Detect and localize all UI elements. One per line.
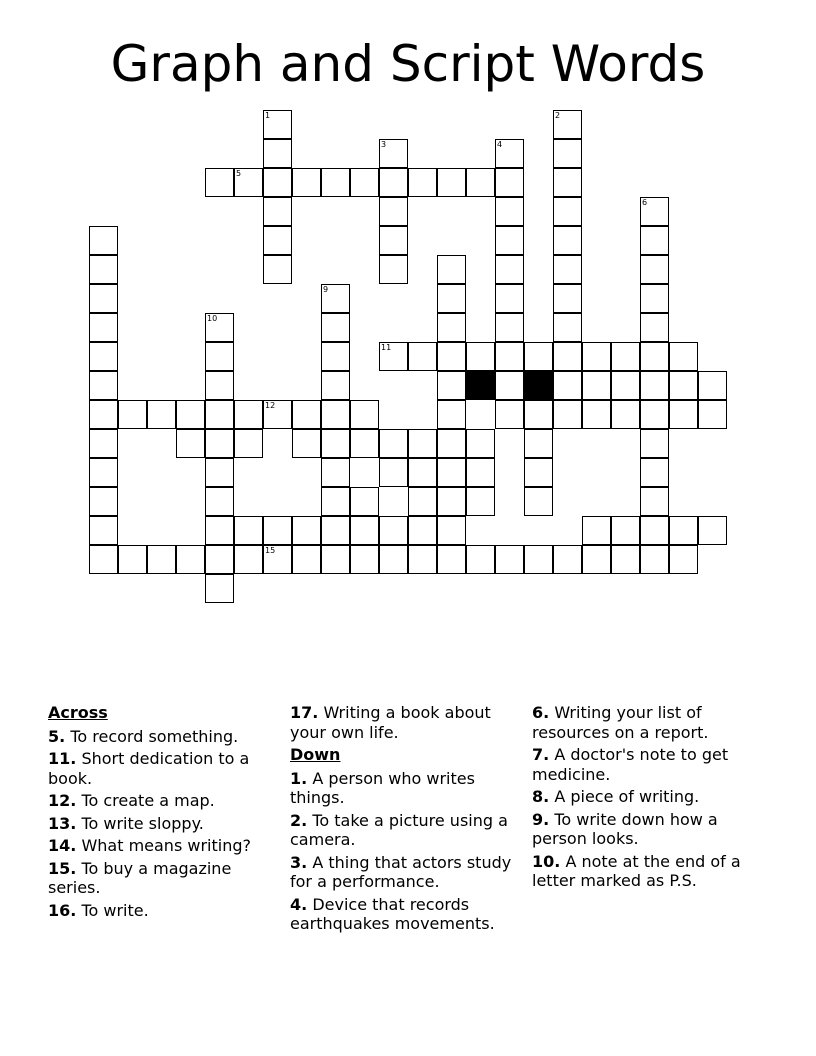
grid-cell[interactable] xyxy=(321,458,350,487)
grid-cell[interactable] xyxy=(495,197,524,226)
grid-cell[interactable] xyxy=(553,342,582,371)
grid-cell[interactable] xyxy=(118,400,147,429)
grid-cell[interactable] xyxy=(263,139,292,168)
cell-number: 15 xyxy=(265,546,276,555)
grid-cell[interactable] xyxy=(611,342,640,371)
grid-cell[interactable] xyxy=(640,545,669,574)
puzzle-title: Graph and Script Words xyxy=(110,35,706,93)
grid-cell[interactable] xyxy=(292,516,321,545)
grid-cell[interactable] xyxy=(379,545,408,574)
grid-cell[interactable] xyxy=(466,458,495,487)
grid-cell[interactable] xyxy=(437,400,466,429)
grid-cell[interactable] xyxy=(205,458,234,487)
grid-cell[interactable] xyxy=(89,458,118,487)
cell-number: 3 xyxy=(381,140,387,149)
grid-cell[interactable] xyxy=(263,226,292,255)
grid-cell[interactable] xyxy=(292,429,321,458)
grid-cell[interactable] xyxy=(553,284,582,313)
grid-cell[interactable] xyxy=(408,168,437,197)
cell-number: 4 xyxy=(497,140,503,149)
grid-cell[interactable] xyxy=(582,342,611,371)
grid-cell[interactable] xyxy=(495,168,524,197)
grid-cell[interactable] xyxy=(321,313,350,342)
clue-across-15[interactable]: 15. To buy a magazine series. xyxy=(48,858,232,897)
grid-cell[interactable] xyxy=(205,400,234,429)
cell-number: 10 xyxy=(207,314,218,323)
cell-number: 1 xyxy=(265,111,271,120)
grid-cell[interactable] xyxy=(89,516,118,545)
clue-down-7[interactable]: 7. A doctor's note to get medicine. xyxy=(532,745,729,784)
grid-cell[interactable] xyxy=(640,313,669,342)
grid-cell[interactable] xyxy=(379,516,408,545)
grid-cell[interactable] xyxy=(669,342,698,371)
grid-cell[interactable] xyxy=(466,429,495,458)
grid-cell[interactable] xyxy=(292,168,321,197)
cell-number: 2 xyxy=(555,111,561,120)
grid-cell[interactable] xyxy=(553,371,582,400)
grid-cell[interactable] xyxy=(89,342,118,371)
clue-down-1[interactable]: 1. A person who writes things. xyxy=(290,768,475,807)
grid-cell[interactable] xyxy=(553,226,582,255)
grid-cell[interactable] xyxy=(640,197,669,226)
clue-across-16[interactable]: 16. To write. xyxy=(48,900,149,920)
grid-cell[interactable] xyxy=(466,487,495,516)
grid-cell[interactable] xyxy=(553,400,582,429)
grid-cell[interactable] xyxy=(234,516,263,545)
grid-cell[interactable] xyxy=(640,400,669,429)
grid-cell[interactable] xyxy=(89,487,118,516)
grid-cell[interactable] xyxy=(263,197,292,226)
grid-cell[interactable] xyxy=(437,429,466,458)
grid-cell[interactable] xyxy=(263,516,292,545)
grid-cell[interactable] xyxy=(234,429,263,458)
grid-cell[interactable] xyxy=(176,400,205,429)
grid-cell[interactable] xyxy=(437,342,466,371)
clue-column-3 xyxy=(532,703,768,894)
clue-across-12[interactable]: 12. To create a map. xyxy=(48,791,215,810)
grid-cell[interactable] xyxy=(553,313,582,342)
clue-down-10[interactable]: 10. A note at the end of a letter marked as P.S. xyxy=(532,851,741,890)
grid-cell[interactable] xyxy=(524,487,553,516)
clue-down-4[interactable]: 4. Device that records earthquakes movements. xyxy=(290,894,495,933)
grid-cell[interactable] xyxy=(321,487,350,516)
grid-cell[interactable] xyxy=(495,284,524,313)
clue-column-2 xyxy=(290,703,526,937)
grid-cell[interactable] xyxy=(205,168,234,197)
grid-cell[interactable] xyxy=(205,545,234,574)
grid-cell[interactable] xyxy=(379,139,408,168)
grid-cell[interactable] xyxy=(524,545,553,574)
grid-cell[interactable] xyxy=(350,545,379,574)
grid-cell[interactable] xyxy=(611,545,640,574)
grid-cell[interactable] xyxy=(698,371,727,400)
clue-down-8[interactable]: 8. A piece of writing. xyxy=(532,787,700,806)
grid-cell[interactable] xyxy=(205,574,234,603)
grid-cell[interactable] xyxy=(89,255,118,284)
grid-cell[interactable] xyxy=(379,429,408,458)
grid-cell[interactable] xyxy=(524,400,553,429)
grid-cell[interactable] xyxy=(640,226,669,255)
grid-cell[interactable] xyxy=(205,516,234,545)
grid-cell[interactable] xyxy=(205,342,234,371)
grid-cell[interactable] xyxy=(437,313,466,342)
grid-cell[interactable] xyxy=(466,168,495,197)
grid-cell[interactable] xyxy=(379,226,408,255)
grid-cell[interactable] xyxy=(669,371,698,400)
grid-cell[interactable] xyxy=(234,168,263,197)
across-heading: Across xyxy=(48,703,108,722)
grid-cell[interactable] xyxy=(89,226,118,255)
grid-cell[interactable] xyxy=(437,371,466,400)
grid-cell[interactable] xyxy=(408,342,437,371)
grid-cell[interactable] xyxy=(205,487,234,516)
grid-cell[interactable] xyxy=(495,400,524,429)
grid-cell[interactable] xyxy=(437,487,466,516)
clue-down-3[interactable]: 3. A thing that actors study for a performance. xyxy=(290,852,512,891)
grid-cell[interactable] xyxy=(553,110,582,139)
down-heading: Down xyxy=(290,745,341,764)
grid-cell[interactable] xyxy=(611,516,640,545)
grid-cell[interactable] xyxy=(640,284,669,313)
grid-cell[interactable] xyxy=(524,458,553,487)
grid-cell[interactable] xyxy=(553,255,582,284)
grid-block xyxy=(524,371,553,400)
grid-cell[interactable] xyxy=(640,342,669,371)
grid-cell[interactable] xyxy=(350,429,379,458)
grid-cell[interactable] xyxy=(437,255,466,284)
grid-cell[interactable] xyxy=(89,545,118,574)
cell-number: 9 xyxy=(323,285,329,294)
grid-cell[interactable] xyxy=(553,139,582,168)
grid-cell[interactable] xyxy=(350,168,379,197)
grid-cell[interactable] xyxy=(118,545,147,574)
grid-cell[interactable] xyxy=(263,110,292,139)
grid-cell[interactable] xyxy=(495,313,524,342)
grid-cell[interactable] xyxy=(147,545,176,574)
grid-block xyxy=(466,371,495,400)
grid-cell[interactable] xyxy=(495,255,524,284)
grid-cell[interactable] xyxy=(437,516,466,545)
grid-cell[interactable] xyxy=(495,226,524,255)
grid-cell[interactable] xyxy=(495,371,524,400)
grid-cell[interactable] xyxy=(379,197,408,226)
grid-cell[interactable] xyxy=(379,255,408,284)
cell-number: 6 xyxy=(642,198,648,207)
grid-cell[interactable] xyxy=(147,400,176,429)
grid-cell[interactable] xyxy=(321,516,350,545)
grid-cell[interactable] xyxy=(582,516,611,545)
clue-down-2[interactable]: 2. To take a picture using a camera. xyxy=(290,810,508,849)
clue-down-9[interactable]: 9. To write down how a person looks. xyxy=(532,809,718,848)
grid-cell[interactable] xyxy=(321,168,350,197)
grid-cell[interactable] xyxy=(524,342,553,371)
grid-cell[interactable] xyxy=(611,371,640,400)
grid-cell[interactable] xyxy=(669,516,698,545)
grid-cell[interactable] xyxy=(698,400,727,429)
clue-across-14[interactable]: 14. What means writing? xyxy=(48,836,251,855)
grid-cell[interactable] xyxy=(582,371,611,400)
grid-cell[interactable] xyxy=(582,545,611,574)
grid-cell[interactable] xyxy=(205,371,234,400)
grid-cell[interactable] xyxy=(89,429,118,458)
grid-cell[interactable] xyxy=(321,429,350,458)
grid-cell[interactable] xyxy=(408,429,437,458)
grid-cell[interactable] xyxy=(263,255,292,284)
grid-cell[interactable] xyxy=(640,371,669,400)
grid-cell[interactable] xyxy=(263,545,292,574)
grid-cell[interactable] xyxy=(582,400,611,429)
grid-cell[interactable] xyxy=(321,400,350,429)
cell-number: 12 xyxy=(265,401,276,410)
grid-cell[interactable] xyxy=(408,458,437,487)
grid-cell[interactable] xyxy=(89,400,118,429)
grid-cell[interactable] xyxy=(669,545,698,574)
grid-cell[interactable] xyxy=(640,516,669,545)
cell-number: 5 xyxy=(236,169,242,178)
grid-cell[interactable] xyxy=(234,545,263,574)
grid-cell[interactable] xyxy=(89,313,118,342)
grid-cell[interactable] xyxy=(292,545,321,574)
grid-cell[interactable] xyxy=(466,545,495,574)
grid-cell[interactable] xyxy=(350,516,379,545)
grid-cell[interactable] xyxy=(408,516,437,545)
grid-cell[interactable] xyxy=(553,168,582,197)
grid-cell[interactable] xyxy=(495,342,524,371)
grid-cell[interactable] xyxy=(437,545,466,574)
grid-cell[interactable] xyxy=(379,458,408,487)
grid-cell[interactable] xyxy=(321,371,350,400)
grid-cell[interactable] xyxy=(321,342,350,371)
grid-cell[interactable] xyxy=(379,342,408,371)
grid-cell[interactable] xyxy=(89,371,118,400)
grid-cell[interactable] xyxy=(495,139,524,168)
grid-cell[interactable] xyxy=(611,400,640,429)
grid-cell[interactable] xyxy=(437,458,466,487)
grid-cell[interactable] xyxy=(640,458,669,487)
grid-cell[interactable] xyxy=(205,429,234,458)
grid-cell[interactable] xyxy=(408,545,437,574)
grid-cell[interactable] xyxy=(263,168,292,197)
grid-cell[interactable] xyxy=(640,429,669,458)
clue-down-6[interactable]: 6. Writing your list of resources on a report. xyxy=(532,703,709,742)
grid-cell[interactable] xyxy=(321,545,350,574)
grid-cell[interactable] xyxy=(495,545,524,574)
grid-cell[interactable] xyxy=(524,429,553,458)
grid-cell[interactable] xyxy=(437,284,466,313)
grid-cell[interactable] xyxy=(669,400,698,429)
clue-across-17[interactable]: 17. Writing a book about your own life. xyxy=(290,703,491,742)
grid-cell[interactable] xyxy=(437,168,466,197)
grid-cell[interactable] xyxy=(698,516,727,545)
grid-cell[interactable] xyxy=(408,487,437,516)
grid-cell[interactable] xyxy=(234,400,263,429)
clue-across-11[interactable]: 11. Short dedication to a book. xyxy=(48,749,250,788)
grid-cell[interactable] xyxy=(350,400,379,429)
grid-cell[interactable] xyxy=(379,168,408,197)
grid-cell[interactable] xyxy=(321,284,350,313)
grid-cell[interactable] xyxy=(89,284,118,313)
grid-cell[interactable] xyxy=(205,313,234,342)
grid-cell[interactable] xyxy=(553,545,582,574)
grid-cell[interactable] xyxy=(176,545,205,574)
grid-cell[interactable] xyxy=(263,400,292,429)
clue-column-1 xyxy=(48,703,284,923)
clue-across-13[interactable]: 13. To write sloppy. xyxy=(48,813,204,833)
grid-cell[interactable] xyxy=(466,342,495,371)
clue-across-5[interactable]: 5. To record something. xyxy=(48,726,239,746)
grid-cell[interactable] xyxy=(553,197,582,226)
cell-number: 11 xyxy=(381,343,392,352)
grid-cell[interactable] xyxy=(640,255,669,284)
grid-cell[interactable] xyxy=(640,487,669,516)
grid-cell[interactable] xyxy=(176,429,205,458)
grid-cell[interactable] xyxy=(292,400,321,429)
grid-cell[interactable] xyxy=(350,487,379,516)
